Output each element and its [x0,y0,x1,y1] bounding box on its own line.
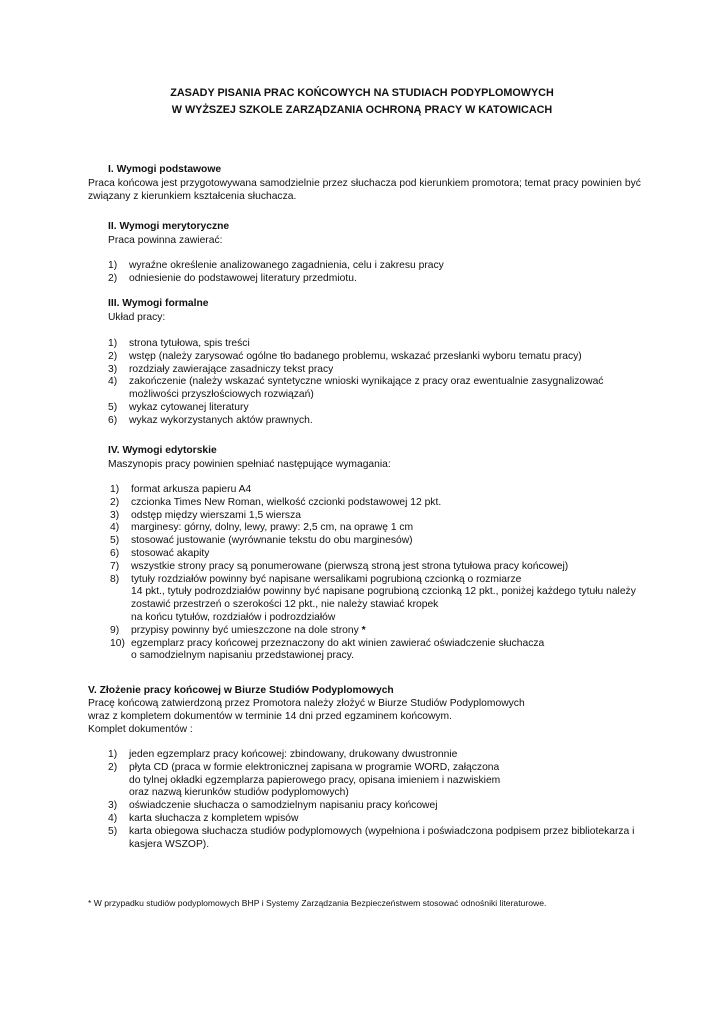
document-title-line-2: W WYŻSZEJ SZKOLE ZARZĄDZANIA OCHRONĄ PRACY W KATOWICACH [171,104,553,116]
list-item: 4) marginesy: górny, dolny, lewy, prawy: 2,5 cm, na oprawę 1 cm [110,522,414,534]
list-item: 6) wykaz wykorzystanych aktów prawnych. [108,414,313,426]
list-item: 2) czcionka Times New Roman, wielkość czcionki podstawowej 12 pkt. [110,496,442,508]
section-2-heading: II. Wymogi merytoryczne [108,221,230,232]
section-5-heading: V. Złożenie pracy końcowej w Biurze Studiów Podyplomowych [88,685,394,696]
footnote: * W przypadku studiów podyplomowych BHP i Systemy Zarządzania Bezpieczeństwem stosować odnośniki literaturowe. [88,898,547,908]
section-4-list [110,484,650,663]
list-item: 7) wszystkie strony pracy są ponumerowane (pierwszą stroną jest strona tytułowa pracy końcowej) [110,560,569,572]
section-1-heading: I. Wymogi podstawowe [108,164,222,175]
list-item: 8) tytuły rozdziałów powinny być napisane wersalikami pogrubioną czcionką o rozmiarze 14 pkt., tytuły podrozdziałów powinny być napisane pogrubioną czcionką 12 pkt., poniżej każdego tytułu należy zostawić przestrzeń o szerokości 12 pkt., nie należy stawiać kropek na końcu tytułów, rozdziałów i podrozdziałów [110,573,636,623]
list-item: 5) karta obiegowa słuchacza studiów podyplomowych (wypełniona i poświadczona podpisem przez bibliotekarza i kasjera WSZOP). [108,825,635,850]
list-item: 3) oświadczenie słuchacza o samodzielnym napisaniu pracy końcowej [108,800,438,812]
section-2-subheading: Praca powinna zawierać: [108,235,223,246]
list-item: 3) odstęp między wierszami 1,5 wiersza [110,509,301,521]
list-item: 2) płyta CD (praca w formie elektronicznej zapisana w programie WORD, załączona do tylnej okładki egzemplarza papierowego pracy, opisana imieniem i nazwiskiem oraz nazwą kierunków studiów podyplomowych) [108,761,501,799]
list-item: 4) zakończenie (należy wskazać syntetyczne wnioski wynikające z pracy oraz ewentualnie zasygnalizować możliwości przyszłościowych rozwiązań) [108,376,604,401]
section-5-list [108,749,648,851]
list-item: 6) stosować akapity [110,547,210,559]
list-item: 5) wykaz cytowanej literatury [108,401,249,413]
document-title-line-1: ZASADY PISANIA PRAC KOŃCOWYCH NA STUDIACH PODYPLOMOWYCH [170,87,554,99]
section-5-text: Pracę końcową zatwierdzoną przez Promotora należy złożyć w Biurze Studiów Podyplomowych wraz z kompletem dokumentów w terminie 14 dni przed egzaminem końcowym. Komplet dokumentów : [88,698,525,735]
section-4-subheading: Maszynopis pracy powinien spełniać następujące wymagania: [108,459,391,470]
list-item: 4) karta słuchacza z kompletem wpisów [108,812,299,824]
list-item: 2) odniesienie do podstawowej literatury przedmiotu. [108,272,357,284]
list-item: 1) jeden egzemplarz pracy końcowej: zbindowany, drukowany dwustronnie [108,749,458,760]
list-item: 3) rozdziały zawierające zasadniczy tekst pracy [108,363,334,375]
section-3-heading: III. Wymogi formalne [108,298,209,309]
list-item: 9) przypisy powinny być umieszczone na dole strony * [110,624,366,636]
footnote-marker: * [361,624,366,636]
section-3-subheading: Układ pracy: [108,312,166,323]
list-item: 10) egzemplarz pracy końcowej przeznaczony do akt winien zawierać oświadczenie słuchacza o samodzielnym napisaniu przedstawionej pracy. [110,637,545,662]
list-item: 1) strona tytułowa, spis treści [108,338,250,349]
section-4-heading: IV. Wymogi edytorskie [108,445,217,456]
list-item: 1) wyraźne określenie analizowanego zagadnienia, celu i zakresu pracy [108,260,444,271]
list-item: 1) format arkusza papieru A4 [110,484,252,495]
list-item: 2) wstęp (należy zarysować ogólne tło badanego problemu, wskazać przesłanki wyboru tematu pracy) [108,350,582,362]
section-3-list [108,338,648,428]
section-2-list [108,260,668,286]
list-item: 5) stosować justowanie (wyrównanie tekstu do obu marginesów) [110,535,413,547]
section-1-text: Praca końcowa jest przygotowywana samodzielnie przez słuchacza pod kierunkiem promotora; temat pracy powinien być związany z kierunkiem kształcenia słuchacza. [88,178,641,202]
